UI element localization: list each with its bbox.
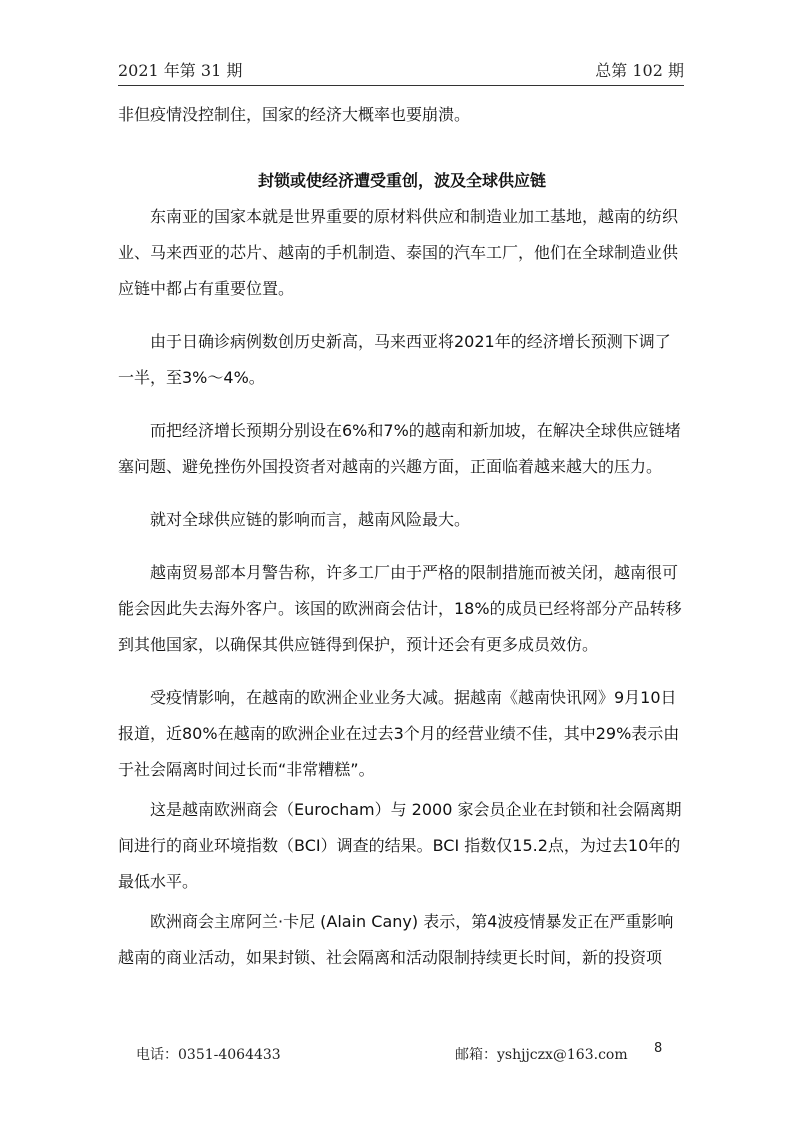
paragraph: 这是越南欧洲商会（Eurocham）与 2000 家会员企业在封锁和社会隔离期间进行的商业环境指数（BCI）调查的结果。BCI 指数仅15.2点，为过去10年的最低水平。 bbox=[118, 800, 682, 891]
section-heading: 封锁或使经济遭受重创，波及全球供应链 bbox=[257, 171, 546, 190]
paragraph: 越南贸易部本月警告称，许多工厂由于严格的限制措施而被关闭，越南很可能会因此失去海外客户。该国的欧洲商会估计，18%的成员已经将部分产品转移到其他国家，以确保其供应链得到保护，预计还会有更多成员效仿。 bbox=[118, 563, 682, 654]
article-body bbox=[118, 97, 686, 976]
paragraph: 东南亚的国家本就是世界重要的原材料供应和制造业加工基地，越南的纺织业、马来西亚的芯片、越南的手机制造、泰国的汽车工厂，他们在全球制造业供应链中都占有重要位置。 bbox=[118, 207, 679, 298]
paragraph: 受疫情影响，在越南的欧洲企业业务大减。据越南《越南快讯网》9月10日报道，近80%在越南的欧洲企业在过去3个月的经营业绩不佳，其中29%表示由于社会隔离时间过长而“非常糟糕”。 bbox=[118, 688, 680, 779]
page-number: 8 bbox=[654, 1041, 663, 1056]
header-divider bbox=[118, 85, 684, 86]
contact-email: 邮箱：yshjjczx@163.com bbox=[455, 1047, 628, 1063]
page-footer bbox=[0, 1041, 800, 1068]
contact-phone: 电话：0351-4064433 bbox=[136, 1047, 281, 1063]
intro-paragraph: 非但疫情没控制住，国家的经济大概率也要崩溃。 bbox=[118, 105, 471, 124]
paragraph: 欧洲商会主席阿兰·卡尼 (Alain Cany) 表示，第4波疫情暴发正在严重影响越南的商业活动，如果封锁、社会隔离和活动限制持续更长时间，新的投资项 bbox=[118, 912, 674, 967]
issue-number: 2021 年第 31 期 bbox=[118, 61, 243, 80]
total-issue-number: 总第 102 期 bbox=[595, 61, 684, 80]
paragraph: 而把经济增长预期分别设在6%和7%的越南和新加坡，在解决全球供应链堵塞问题、避免挫伤外国投资者对越南的兴趣方面，正面临着越来越大的压力。 bbox=[118, 421, 681, 476]
paragraph: 就对全球供应链的影响而言，越南风险最大。 bbox=[150, 510, 471, 529]
page-header bbox=[118, 58, 684, 84]
paragraph: 由于日确诊病例数创历史新高，马来西亚将2021年的经济增长预测下调了一半，至3%～4%。 bbox=[118, 332, 671, 387]
